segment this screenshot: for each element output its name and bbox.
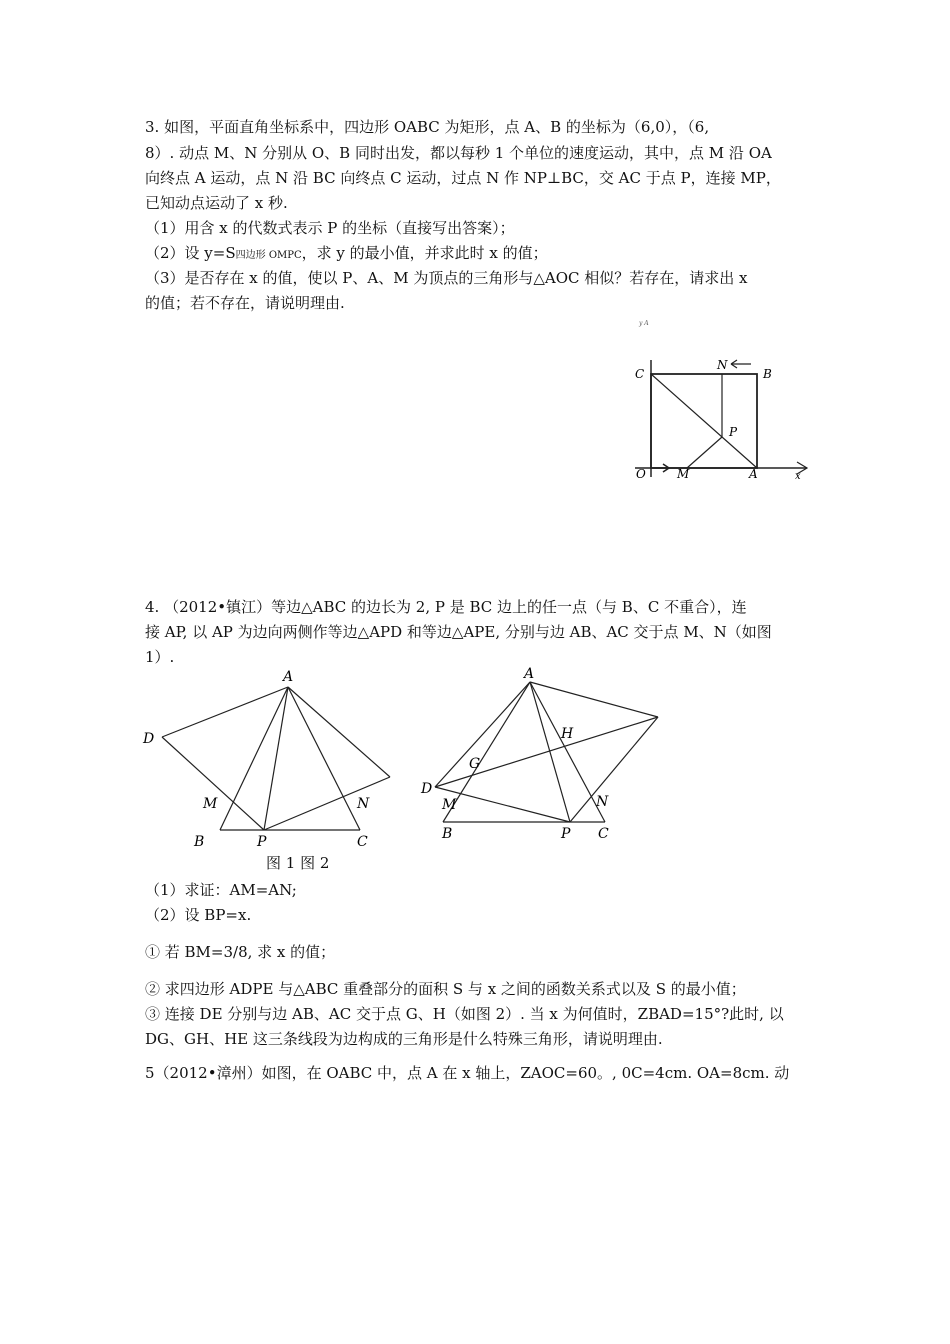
fig1-segment-ae	[288, 687, 390, 777]
q3-sub-2	[145, 243, 548, 266]
q3-fig-label-b: B	[763, 367, 772, 381]
q4-figure-2	[415, 662, 675, 852]
fig2-label-a: A	[524, 666, 535, 682]
q4-line-1: 4. （2012•镇江）等边△ABC 的边长为 2, P 是 BC 边上的任一点（与 B、C 不重合），连	[145, 598, 747, 616]
q3-fig-label-a: A	[749, 467, 758, 481]
q3-line-3: 向终点 A 运动，点 N 沿 BC 向终点 C 运动，过点 N 作 NP⊥BC，交 AC 于点 P，连接 MP，	[145, 169, 781, 187]
q3-fig-diagonal-ca	[651, 374, 757, 468]
fig2-label-m: M	[442, 797, 457, 813]
q3-fig-label-y: y A	[639, 320, 649, 327]
q4-item-2: ② 求四边形 ADPE 与△ABC 重叠部分的面积 S 与 x 之间的函数关系式以及 S 的最小值；	[145, 980, 746, 998]
fig1-segment-dp	[162, 737, 264, 830]
fig1-side-ac	[288, 687, 360, 830]
fig1-side-ab	[220, 687, 288, 830]
q3-fig-label-m: M	[677, 467, 690, 481]
q4-item-3-line-1: ③ 连接 DE 分别与边 AB、AC 交于点 G、H（如图 2）. 当 x 为何值时，ZBAD=15°?此时, 以	[145, 1005, 784, 1023]
fig1-label-a: A	[283, 669, 294, 685]
q3-line-1: 3. 如图，平面直角坐标系中，四边形 OABC 为矩形，点 A、B 的坐标为（6,0），（6,	[145, 118, 710, 136]
fig1-label-c: C	[357, 834, 368, 850]
fig2-label-c: C	[598, 826, 609, 842]
fig2-label-p: P	[561, 826, 571, 842]
q3-fig-label-x: x	[795, 471, 801, 482]
fig2-segment-ep	[570, 717, 658, 822]
q4-line-2: 接 AP, 以 AP 为边向两侧作等边△APD 和等边△APE, 分别与边 AB、AC 交于点 M、N（如图	[145, 623, 772, 641]
fig2-label-b: B	[442, 826, 453, 842]
fig1-label-b: B	[194, 834, 205, 850]
q3-fig-n-arrow	[731, 360, 751, 368]
q3-sub-2-small: 四边形 OMPC	[235, 250, 302, 261]
fig2-label-h: H	[561, 726, 574, 742]
fig1-segment-ap	[264, 687, 288, 830]
q3-fig-label-o: O	[636, 467, 646, 481]
q3-sub-2-a: （2）设 y=S	[145, 244, 236, 262]
fig1-label-n: N	[357, 796, 370, 812]
fig2-segment-ap	[530, 682, 570, 822]
q3-fig-m-arrow	[653, 464, 669, 472]
q5-line-1: 5（2012•漳州）如图，在 OABC 中，点 A 在 x 轴上，ZAOC=60。, 0C=4cm. OA=8cm. 动	[145, 1064, 790, 1082]
q3-sub-3-line-2: 的值；若不存在，请说明理由.	[145, 294, 345, 312]
fig2-segment-ae	[530, 682, 658, 717]
fig2-label-d: D	[421, 781, 433, 797]
q3-fig-mp	[687, 437, 722, 468]
q3-fig-label-n: N	[717, 358, 728, 372]
q4-sub-1: （1）求证：AM=AN;	[145, 881, 297, 899]
fig2-label-n: N	[596, 794, 609, 810]
q3-line-4: 已知动点运动了 x 秒.	[145, 194, 288, 212]
q4-item-1: ① 若 BM=3/8, 求 x 的值；	[145, 943, 336, 961]
q3-sub-3-line-1: （3）是否存在 x 的值，使以 P、A、M 为顶点的三角形与△AOC 相似？若存在，请求出 x	[145, 269, 748, 287]
q3-line-2: 8）. 动点 M、N 分别从 O、B 同时出发，都以每秒 1 个单位的速度运动，其中，点 M 沿 OA	[145, 144, 772, 162]
q4-item-3-line-2: DG、GH、HE 这三条线段为边构成的三角形是什么特殊三角形，请说明理由.	[145, 1030, 663, 1048]
q4-line-3: 1）.	[145, 648, 175, 666]
fig2-segment-ad	[435, 682, 530, 787]
q4-figure-1	[140, 665, 400, 855]
q3-fig-label-c: C	[635, 367, 645, 381]
fig2-side-ac	[530, 682, 605, 822]
q3-sub-2-b: ，求 y 的最小值，并求此时 x 的值；	[301, 244, 548, 262]
q3-sub-1: （1）用含 x 的代数式表示 P 的坐标（直接写出答案）；	[145, 219, 515, 237]
q3-fig-label-p: P	[729, 425, 738, 439]
figure-caption: 图 1 图 2	[266, 854, 330, 872]
fig2-segment-de	[435, 717, 658, 787]
q4-sub-2: （2）设 BP=x.	[145, 906, 252, 924]
fig1-label-p: P	[257, 834, 267, 850]
fig2-label-g: G	[469, 756, 481, 772]
q3-figure	[625, 315, 825, 485]
fig1-segment-ad	[162, 687, 288, 737]
fig1-label-m: M	[203, 796, 218, 812]
fig1-label-d: D	[143, 731, 155, 747]
fig1-segment-ep	[264, 777, 390, 830]
